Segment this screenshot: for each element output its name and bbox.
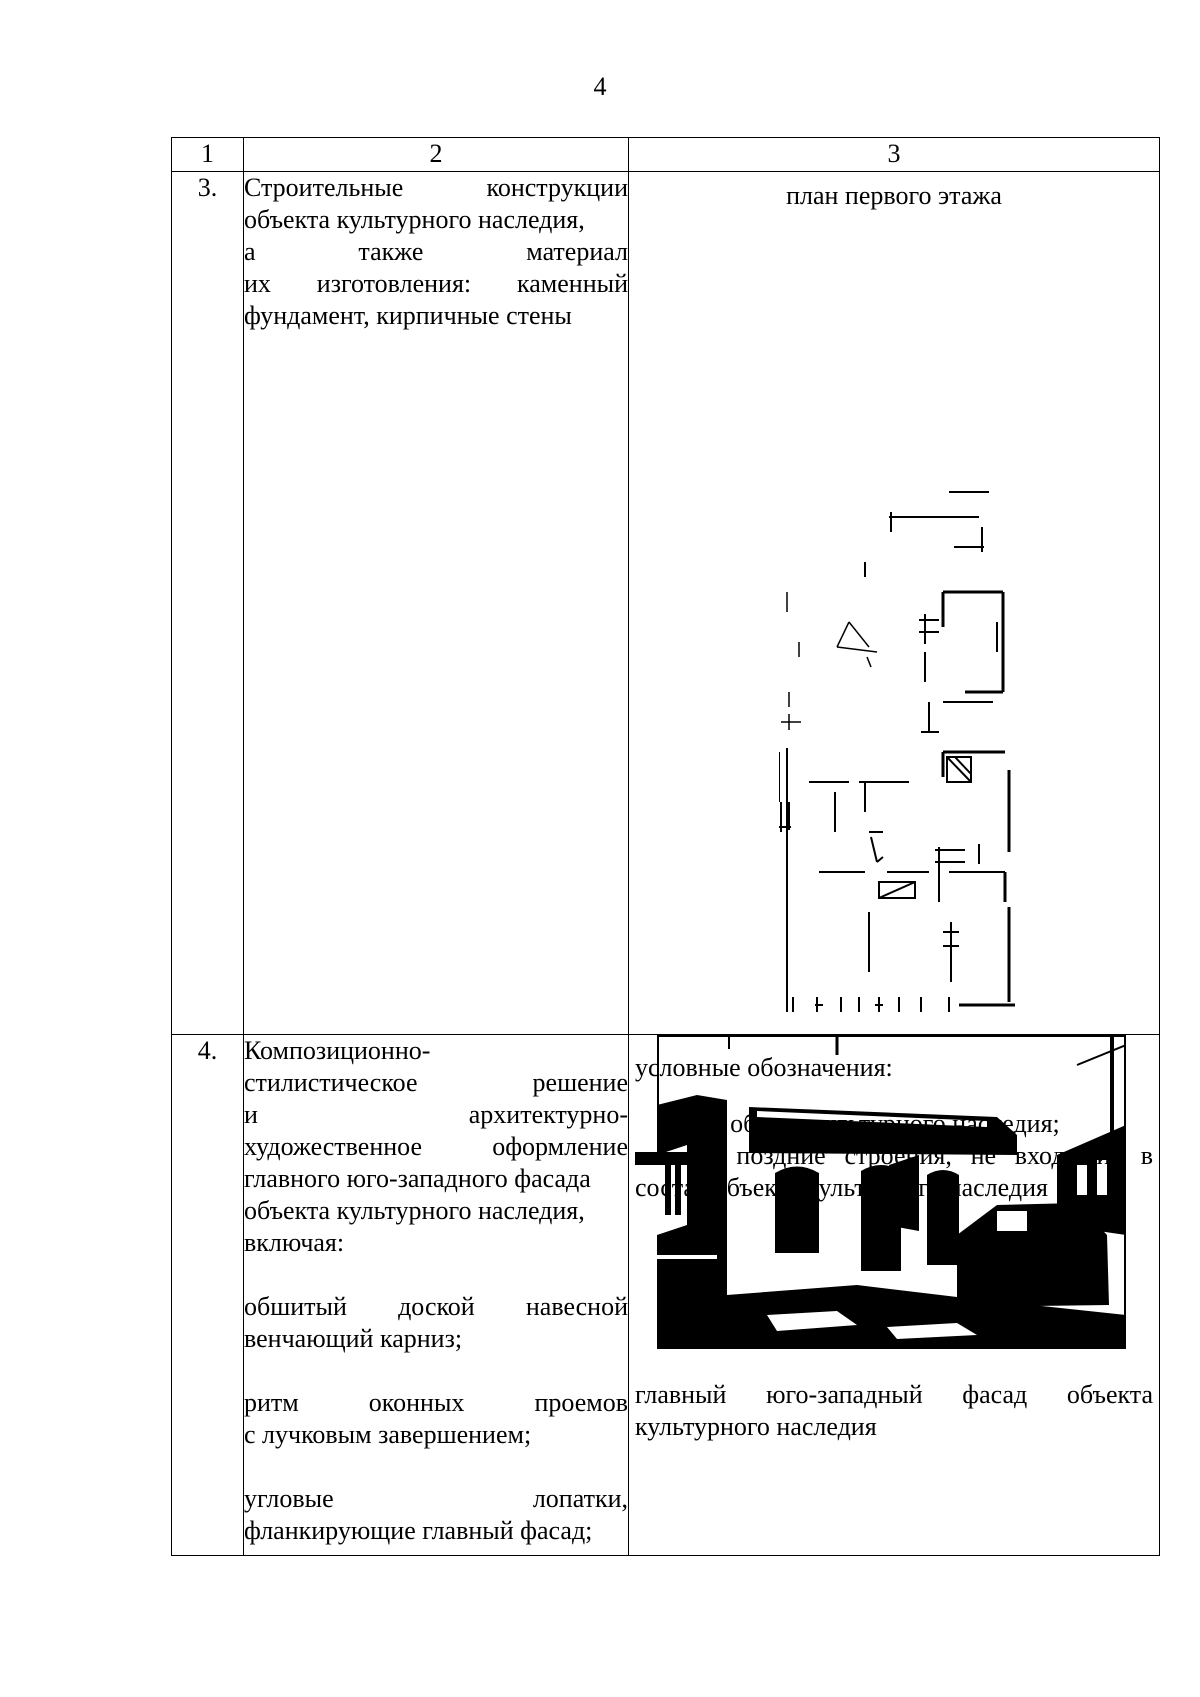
row-illustration xyxy=(629,172,1160,1202)
item-line: угловые лопатки, xyxy=(244,1484,628,1513)
header-col-2: 2 xyxy=(244,138,629,172)
desc-line: стилистическое решение xyxy=(244,1068,628,1097)
desc-line: объекта культурного наследия, xyxy=(244,205,585,234)
header-col-3: 3 xyxy=(629,138,1160,172)
desc-line: включая: xyxy=(244,1228,345,1257)
desc-line: их изготовления: каменный xyxy=(244,269,628,298)
legend-item-heritage: - объект культурного наследия; xyxy=(715,1109,1060,1138)
legend-black-bar-swatch xyxy=(635,1152,699,1165)
desc-line: фундамент, кирпичные стены xyxy=(244,301,572,330)
desc-line: а также материал xyxy=(244,237,628,266)
desc-line: главного юго-западного фасада xyxy=(244,1164,591,1193)
desc-line: художественное оформление xyxy=(244,1132,628,1161)
desc-line: объекта культурного наследия, xyxy=(244,1196,585,1225)
photo-caption: главный юго-западный фасад объекта культурного наследия xyxy=(635,1380,1153,1441)
row-description xyxy=(244,1035,629,1556)
desc-line: и архитектурно- xyxy=(244,1100,628,1129)
item-line: фланкирующие главный фасад; xyxy=(244,1516,593,1545)
desc-line: Строительные конструкции xyxy=(244,173,628,202)
row-number: 3. xyxy=(172,172,244,1035)
monument-table xyxy=(171,137,1160,1556)
row-description xyxy=(244,172,629,1035)
item-line: венчающий карниз; xyxy=(244,1324,463,1353)
item-line: с лучковым завершением; xyxy=(244,1420,532,1449)
floor-plan-drawing xyxy=(779,452,1029,1032)
desc-line: Композиционно- xyxy=(244,1036,431,1065)
table-row-3 xyxy=(172,172,1160,1035)
page-number: 4 xyxy=(593,72,607,101)
legend-item-text: - поздние строения, не входящие в состав объекта культурного наследия xyxy=(635,1141,1153,1202)
header-col-1: 1 xyxy=(172,138,244,172)
legend-title: условные обозначения: xyxy=(635,1053,893,1082)
legend-item-later-buildings xyxy=(635,1140,1153,1204)
item-line: ритм оконных проемов xyxy=(244,1388,628,1417)
table-header-row xyxy=(172,138,1160,172)
row-number: 4. xyxy=(172,1035,244,1556)
item-line: обшитый доской навесной xyxy=(244,1292,628,1321)
plan-title: план первого этажа xyxy=(786,181,1002,210)
